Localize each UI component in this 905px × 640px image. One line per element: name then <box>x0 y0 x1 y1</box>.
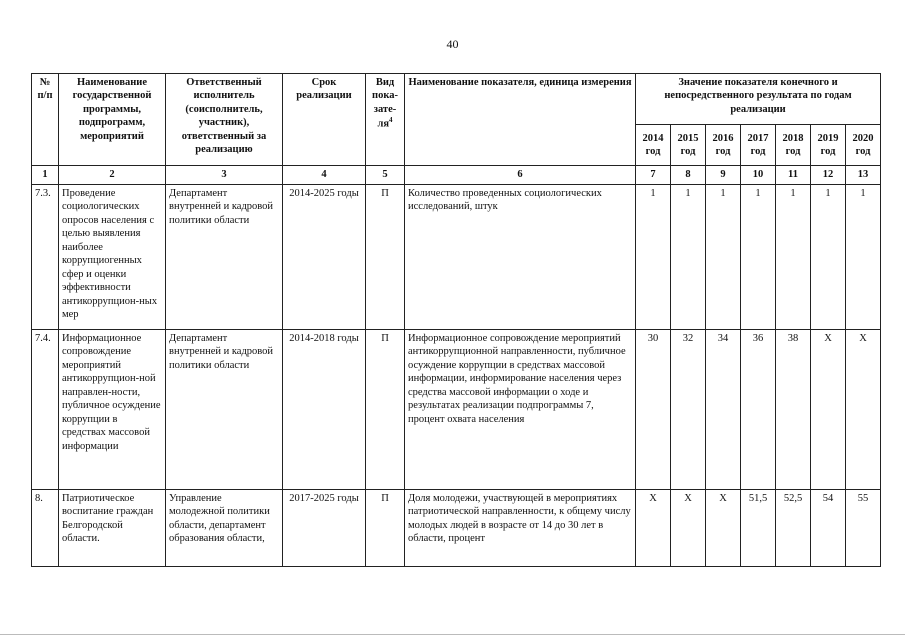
table-row <box>32 330 881 490</box>
column-number: 8 <box>671 166 706 185</box>
row-value: 51,5 <box>741 490 776 567</box>
header-name: Наименование государственной программы, подпрограмм, мероприятий <box>59 74 166 166</box>
row-value: 1 <box>811 185 846 330</box>
row-type: П <box>366 330 405 490</box>
header-row <box>32 74 881 125</box>
header-values-group: Значение показателя конечного и непосредственного результата по годам реализации <box>636 74 881 125</box>
row-name: Информационное сопровождение мероприятий антикоррупцион-ной направлен-ности, публичное осуждение коррупции в средствах массовой информации <box>59 330 166 490</box>
column-number: 4 <box>283 166 366 185</box>
row-executor: Департамент внутренней и кадровой политики области <box>166 185 283 330</box>
row-value: 55 <box>846 490 881 567</box>
row-indicator: Доля молодежи, участвующей в мероприятиях патриотической направленности, к общему числу молодых людей в возрасте от 14 до 30 лет в области, процент <box>405 490 636 567</box>
row-value: 30 <box>636 330 671 490</box>
row-num: 8. <box>32 490 59 567</box>
row-value: Х <box>846 330 881 490</box>
row-num: 7.4. <box>32 330 59 490</box>
column-number: 13 <box>846 166 881 185</box>
table-row <box>32 185 881 330</box>
row-period: 2017-2025 годы <box>283 490 366 567</box>
row-name: Патриотическое воспитание граждан Белгородской области. <box>59 490 166 567</box>
column-number: 5 <box>366 166 405 185</box>
column-number: 9 <box>706 166 741 185</box>
header-year: 2018 год <box>776 125 811 166</box>
row-period: 2014-2025 годы <box>283 185 366 330</box>
row-value: 32 <box>671 330 706 490</box>
column-number: 10 <box>741 166 776 185</box>
column-number: 11 <box>776 166 811 185</box>
scan-artifact-line <box>0 634 905 635</box>
header-type <box>366 74 405 166</box>
row-name: Проведение социологических опросов населения с целью выявления наиболее коррупциогенных сфер и оценки эффективности антикоррупцион-ных мер <box>59 185 166 330</box>
header-executor: Ответственный исполнитель (соисполнитель, участник), ответственный за реализацию <box>166 74 283 166</box>
row-value: 54 <box>811 490 846 567</box>
column-number: 2 <box>59 166 166 185</box>
row-value: Х <box>636 490 671 567</box>
row-value: Х <box>811 330 846 490</box>
row-value: 1 <box>706 185 741 330</box>
header-indicator: Наименование показателя, единица измерения <box>405 74 636 166</box>
row-value: 34 <box>706 330 741 490</box>
row-period: 2014-2018 годы <box>283 330 366 490</box>
header-year: 2016 год <box>706 125 741 166</box>
header-num: № п/п <box>32 74 59 166</box>
column-number: 3 <box>166 166 283 185</box>
table-row <box>32 490 881 567</box>
header-year: 2017 год <box>741 125 776 166</box>
indicators-table <box>31 73 881 567</box>
row-value: 1 <box>741 185 776 330</box>
header-year: 2014 год <box>636 125 671 166</box>
column-number: 1 <box>32 166 59 185</box>
row-executor: Управление молодежной политики области, департамент образования области, <box>166 490 283 567</box>
row-indicator: Количество проведенных социологических исследований, штук <box>405 185 636 330</box>
row-value: 36 <box>741 330 776 490</box>
header-type-footnote: 4 <box>389 116 393 125</box>
row-type: П <box>366 185 405 330</box>
row-value: 1 <box>671 185 706 330</box>
row-value: Х <box>671 490 706 567</box>
row-executor: Департамент внутренней и кадровой политики области <box>166 330 283 490</box>
header-type-label: Вид пока-зате-ля <box>372 77 398 130</box>
column-number: 12 <box>811 166 846 185</box>
row-num: 7.3. <box>32 185 59 330</box>
row-value: 1 <box>846 185 881 330</box>
column-number: 7 <box>636 166 671 185</box>
row-value: 1 <box>636 185 671 330</box>
page-number: 40 <box>446 37 459 51</box>
column-numbers-row <box>32 166 881 185</box>
header-year: 2015 год <box>671 125 706 166</box>
header-year: 2020 год <box>846 125 881 166</box>
row-value: 52,5 <box>776 490 811 567</box>
row-value: 1 <box>776 185 811 330</box>
column-number: 6 <box>405 166 636 185</box>
row-type: П <box>366 490 405 567</box>
row-indicator: Информационное сопровождение мероприятий антикоррупционной направленности, публичное осуждение коррупции в средствах массовой информации, информирование населения через средства массовой информации о ходе и результатах реализации подпрограммы 7, процент охвата населения <box>405 330 636 490</box>
header-year: 2019 год <box>811 125 846 166</box>
header-period: Срок реализации <box>283 74 366 166</box>
row-value: 38 <box>776 330 811 490</box>
row-value: Х <box>706 490 741 567</box>
